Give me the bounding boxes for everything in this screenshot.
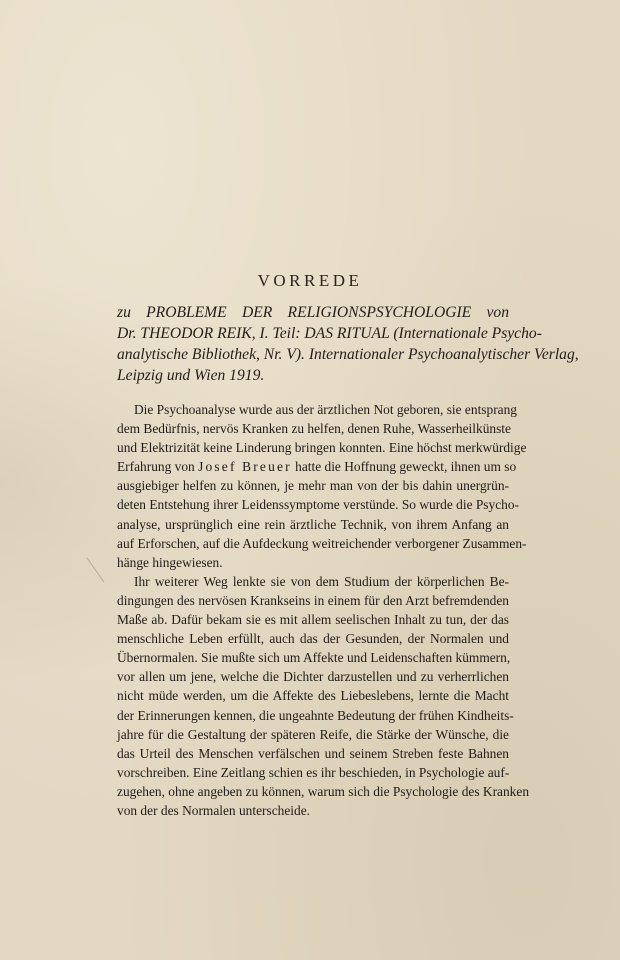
dedication-line: Leipzig und Wien 1919. [117,367,265,384]
paragraph-line: ausgiebiger helfen zu können, je mehr man von der bis dahin unergrün- [117,478,509,494]
dedication-line: analytische Bibliothek, Nr. V). Internationaler Psychoanalytischer Verlag, [117,346,579,363]
paragraph-line: von der des Normalen unterscheide. [117,802,310,818]
body-text [117,400,530,820]
paragraph-line: menschliche Leben erfüllt, auch das der Gesunden, der Normalen und [117,631,509,647]
paragraph-line: Die Psychoanalyse wurde aus der ärztlichen Not geboren, sie entsprang [134,402,517,417]
paragraph-line: und Elektrizität keine Linderung bringen konnten. Eine höchst merkwürdige [117,440,527,456]
paragraph-line: analyse, ursprünglich eine rein ärztliche Technik, von ihrem Anfang an [117,516,509,532]
paragraph-line: Ihr weiterer Weg lenkte sie von dem Studium der körperlichen Be- [134,573,509,589]
paragraph-line: zugehen, ohne angeben zu können, warum sich die Psychologie des Kranken [117,783,530,799]
paragraph-line: das Urteil des Menschen verfälschen und seinem Streben feste Bahnen [117,745,509,761]
dedication-line: Dr. THEODOR REIK, I. Teil: DAS RITUAL (Internationale Psycho- [117,325,542,342]
paragraph-line: Maße ab. Dafür bekam sie es mit allem seelischen Inhalt zu tun, der das [117,612,509,628]
paragraph-line: auf Erforschen, auf die Aufdeckung weitreichender verborgener Zusammen- [117,535,527,551]
paragraph-line: jahre für die Gestaltung der späteren Reife, die Stärke der Wünsche, die [117,726,509,742]
paragraph-line: vorschreiben. Eine Zeitlang schien es ihr beschieden, in Psychologie auf- [117,764,510,780]
paragraph-line: hänge hingewiesen. [117,554,223,570]
page-title: VORREDE [257,271,363,290]
dedication-block [117,302,579,386]
paragraph-line: deten Entstehung ihrer Leidenssymptome verstünde. So wurde die Psycho- [117,497,520,513]
paragraph-line: Übernormalen. Sie mußte sich um Affekte und Leidenschaften kümmern, [117,650,511,666]
paragraph-line [117,457,517,476]
margin-pencil-mark [86,557,104,582]
paragraph-line: vor allen um jene, welche die Dichter darzustellen und zu verherrlichen [117,669,509,685]
paragraph-line: der Erinnerungen kennen, die ungeahnte Bedeutung der frühen Kindheits- [117,707,514,723]
paragraph-line-end: hatte die Hoffnung geweckt, ihnen um so [291,459,517,475]
paragraph-line-start: Erfahrung von [117,459,199,475]
paragraph-line: nicht müde werden, um die Affekte des Liebeslebens, lernte die Macht [117,688,509,704]
paragraph-line: dingungen des nervösen Krankseins in einem für den Arzt befremdenden [117,592,509,608]
paragraph-line: dem Bedürfnis, nervös Kranken zu helfen, denen Ruhe, Wasserheilkünste [117,421,511,437]
dedication-line: zu PROBLEME DER RELIGIONSPSYCHOLOGIE von [117,304,509,321]
author-name-breuer: Josef Breuer [198,459,292,475]
